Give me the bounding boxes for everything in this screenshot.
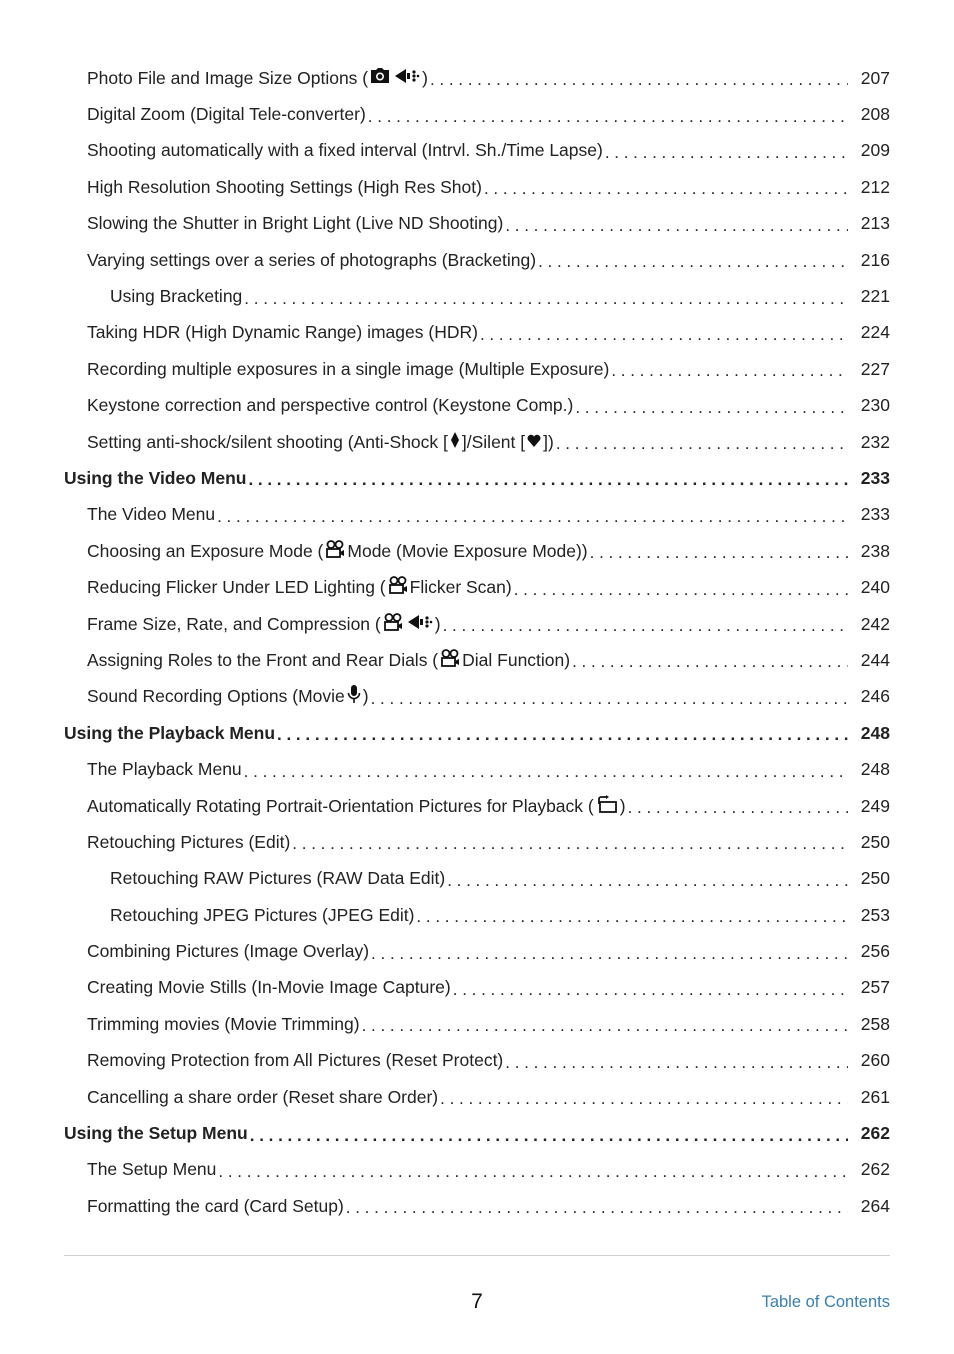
toc-page-number: 258 [860,1013,890,1034]
image-quality-icon [394,68,420,89]
page-number: 7 [471,1290,483,1313]
toc-entry-title [110,905,416,926]
toc-page-number: 240 [860,577,890,598]
toc-entry[interactable] [64,315,890,351]
dot-leader [575,397,848,417]
toc-page-number: 250 [860,831,890,852]
toc-entry-title [87,359,611,380]
toc-entry-text: Sound Recording Options (Movie [87,686,345,707]
toc-entry[interactable] [64,569,890,605]
toc-entry[interactable] [64,897,890,933]
toc-entry-text: ]) [543,431,554,452]
toc-entry-text: Slowing the Shutter in Bright Light (Live ND Shooting) [87,213,504,234]
toc-page-number: 208 [860,104,890,125]
toc-page-number: 261 [860,1086,890,1107]
dot-leader [480,324,848,344]
dot-leader [514,579,848,599]
toc-page-number: 262 [860,1159,890,1180]
toc-entry-text: Digital Zoom (Digital Tele-converter) [87,104,366,125]
silent-icon [527,432,541,453]
toc-entry[interactable] [64,1188,890,1224]
movie-camera-icon [325,540,345,563]
toc-entry-text: Photo File and Image Size Options ( [87,67,369,88]
image-quality-icon [407,614,433,635]
toc-entry-text: Retouching RAW Pictures (RAW Data Edit) [110,868,446,889]
dot-leader [346,1197,848,1217]
toc-entry-text: Taking HDR (High Dynamic Range) images (HDR) [87,322,478,343]
dot-leader [443,615,848,635]
toc-entry-text: Retouching Pictures (Edit) [87,831,291,852]
toc-page-number: 248 [860,759,890,780]
movie-camera-icon [388,576,408,599]
toc-entry[interactable] [64,1079,890,1115]
footer-divider [64,1255,890,1256]
toc-page-number: 213 [860,213,890,234]
rotate-icon [596,795,618,818]
dot-leader [505,215,848,235]
dot-leader [362,1015,848,1035]
toc-entry-text: ) [434,613,441,634]
toc-entry[interactable] [64,351,890,387]
toc-page-number: 262 [860,1123,890,1144]
toc-entry-text: Flicker Scan) [409,577,512,598]
toc-section-entry[interactable] [64,460,890,496]
dot-leader [505,1052,848,1072]
dot-leader [371,688,848,708]
toc-entry-text: ) [422,67,428,88]
toc-entry-text: Shooting automatically with a fixed interval (Intrvl. Sh./Time Lapse) [87,140,603,161]
toc-page-number: 260 [860,1050,890,1071]
toc-entry-text: Mode (Movie Exposure Mode)) [347,540,588,561]
toc-page-number: 246 [860,686,890,707]
toc-page-number: 232 [860,431,890,452]
toc-page-number: 207 [860,67,890,88]
toc-entry-title [87,540,590,563]
toc-entry-text: The Setup Menu [87,1159,217,1180]
dot-leader [248,469,848,489]
toc-entry[interactable] [64,278,890,314]
toc-page-number: 233 [860,504,890,525]
toc-page-number: 212 [860,176,890,197]
toc-entry-title [110,286,244,307]
toc-entry-text: Dial Function) [462,649,571,670]
toc-entry-title [110,868,447,889]
toc-page-number: 233 [860,467,890,488]
toc-page-number: 227 [860,358,890,379]
toc-entry[interactable] [64,169,890,205]
toc-entry-title [87,759,244,780]
toc-entry-title [87,832,292,853]
toc-entry-title [87,684,371,709]
dot-leader [447,870,848,890]
toc-page-number: 242 [860,613,890,634]
toc-entry[interactable] [64,933,890,969]
toc-entry-title [87,1050,505,1071]
dot-leader [244,288,848,308]
toc-entry-title [87,104,368,125]
toc-entry-text: Formatting the card (Card Setup) [87,1195,344,1216]
dot-leader [371,943,848,963]
toc-entry-title [87,795,628,818]
toc-entry-title [87,1196,346,1217]
toc-entry[interactable] [64,206,890,242]
toc-entry[interactable] [64,751,890,787]
toc-entry-text: Recording multiple exposures in a single image (Multiple Exposure) [87,358,610,379]
toc-entry-text: The Video Menu [87,504,216,525]
toc-entry-title [87,613,443,636]
dot-leader [440,1088,848,1108]
dot-leader [218,1161,848,1181]
toc-entry-title [87,649,572,672]
dot-leader [217,506,848,526]
toc-entry-text: Using the Video Menu [64,467,247,488]
toc-entry-title [87,504,217,525]
toc-entry-text: Using the Playback Menu [64,722,276,743]
toc-entry-title [87,1159,218,1180]
dot-leader [611,360,848,380]
toc-entry-text: ) [362,686,369,707]
dot-leader [244,761,848,781]
dot-leader [484,178,848,198]
toc-entry-text: High Resolution Shooting Settings (High Res Shot) [87,176,482,197]
dot-leader [430,69,848,89]
toc-entry[interactable] [64,242,890,278]
toc-entry[interactable] [64,1152,890,1188]
toc-entry-text: Trimming movies (Movie Trimming) [87,1013,360,1034]
toc-entry[interactable] [64,133,890,169]
toc-entry-text: Setting anti-shock/silent shooting (Anti-Shock [ [87,431,448,452]
toc-entry[interactable] [64,1006,890,1042]
dot-leader [590,542,848,562]
toc-entry-text: Combining Pictures (Image Overlay) [87,941,370,962]
toc-entry-text: Reducing Flicker Under LED Lighting ( [87,577,386,598]
toc-entry-text: Creating Movie Stills (In-Movie Image Capture) [87,977,451,998]
toc-entry-title [87,576,514,599]
toc-entry[interactable] [64,60,890,96]
toc-entry[interactable] [64,388,890,424]
toc-section-entry[interactable] [64,715,890,751]
microphone-icon [347,684,361,709]
toc-entry[interactable] [64,861,890,897]
movie-camera-icon [440,649,460,672]
camera-icon [370,68,390,89]
toc-entry-title [87,140,605,161]
toc-entry-text: Retouching JPEG Pictures (JPEG Edit) [110,904,415,925]
toc-entry-text: Varying settings over a series of photographs (Bracketing) [87,249,537,270]
toc-entry[interactable] [64,970,890,1006]
dot-leader [416,906,848,926]
toc-page-number: 253 [860,904,890,925]
toc-entry[interactable] [64,788,890,824]
toc-entry-text: ]/Silent [ [461,431,526,452]
dot-leader [628,797,848,817]
toc-entry[interactable] [64,533,890,569]
dot-leader [538,251,848,271]
toc-entry-text: Using the Setup Menu [64,1123,248,1144]
toc-page-number: 250 [860,868,890,889]
toc-entry-title [87,250,538,271]
toc-entry-text: Automatically Rotating Portrait-Orientation Pictures for Playback ( [87,795,594,816]
toc-page-number: 256 [860,941,890,962]
toc-page-number: 209 [860,140,890,161]
toc-entry[interactable] [64,96,890,132]
toc-entry-title [64,723,277,744]
toc-page-number: 221 [860,286,890,307]
toc-entry-text: ) [619,795,626,816]
toc-entry-title [87,941,371,962]
toc-entry-title [64,468,248,489]
dot-leader [250,1125,848,1145]
toc-entry[interactable] [64,679,890,715]
dot-leader [556,433,848,453]
toc-entry-title [87,977,453,998]
toc-entry-text: Using Bracketing [110,286,243,307]
dot-leader [277,724,848,744]
dot-leader [572,651,848,671]
toc-entry-title [87,395,575,416]
toc-page-number: 248 [860,722,890,743]
toc-entry[interactable] [64,1043,890,1079]
dot-leader [605,142,848,162]
toc-entry-text: Removing Protection from All Pictures (Reset Protect) [87,1050,504,1071]
table-of-contents [64,60,890,1225]
toc-page-number: 244 [860,649,890,670]
toc-page-number: 224 [860,322,890,343]
toc-page-number: 257 [860,977,890,998]
toc-entry-title [87,1014,362,1035]
toc-entry-text: Frame Size, Rate, and Compression ( [87,613,381,634]
toc-entry[interactable] [64,497,890,533]
toc-entry-title [87,177,484,198]
toc-entry-title [87,322,480,343]
toc-entry-text: Keystone correction and perspective control (Keystone Comp.) [87,395,574,416]
toc-entry[interactable] [64,824,890,860]
dot-leader [453,979,848,999]
toc-page-number: 230 [860,395,890,416]
toc-entry[interactable] [64,424,890,460]
toc-entry[interactable] [64,642,890,678]
toc-entry-text: Assigning Roles to the Front and Rear Dials ( [87,649,439,670]
toc-entry[interactable] [64,606,890,642]
toc-page-number: 264 [860,1195,890,1216]
movie-camera-icon [383,613,403,636]
toc-page-number: 249 [860,795,890,816]
toc-page-number: 238 [860,540,890,561]
toc-entry-text: The Playback Menu [87,759,242,780]
toc-entry-title [87,213,505,234]
toc-entry-title [87,432,556,453]
toc-entry-text: Choosing an Exposure Mode ( [87,540,324,561]
toc-entry-title [64,1123,250,1144]
toc-entry-title [87,1087,440,1108]
anti-shock-icon [450,432,460,453]
toc-section-entry[interactable] [64,1115,890,1151]
toc-entry-text: Cancelling a share order (Reset share Order) [87,1086,439,1107]
dot-leader [368,106,848,126]
table-of-contents-link[interactable]: Table of Contents [761,1293,890,1311]
toc-entry-title [87,68,430,89]
dot-leader [292,833,848,853]
toc-page-number: 216 [860,249,890,270]
